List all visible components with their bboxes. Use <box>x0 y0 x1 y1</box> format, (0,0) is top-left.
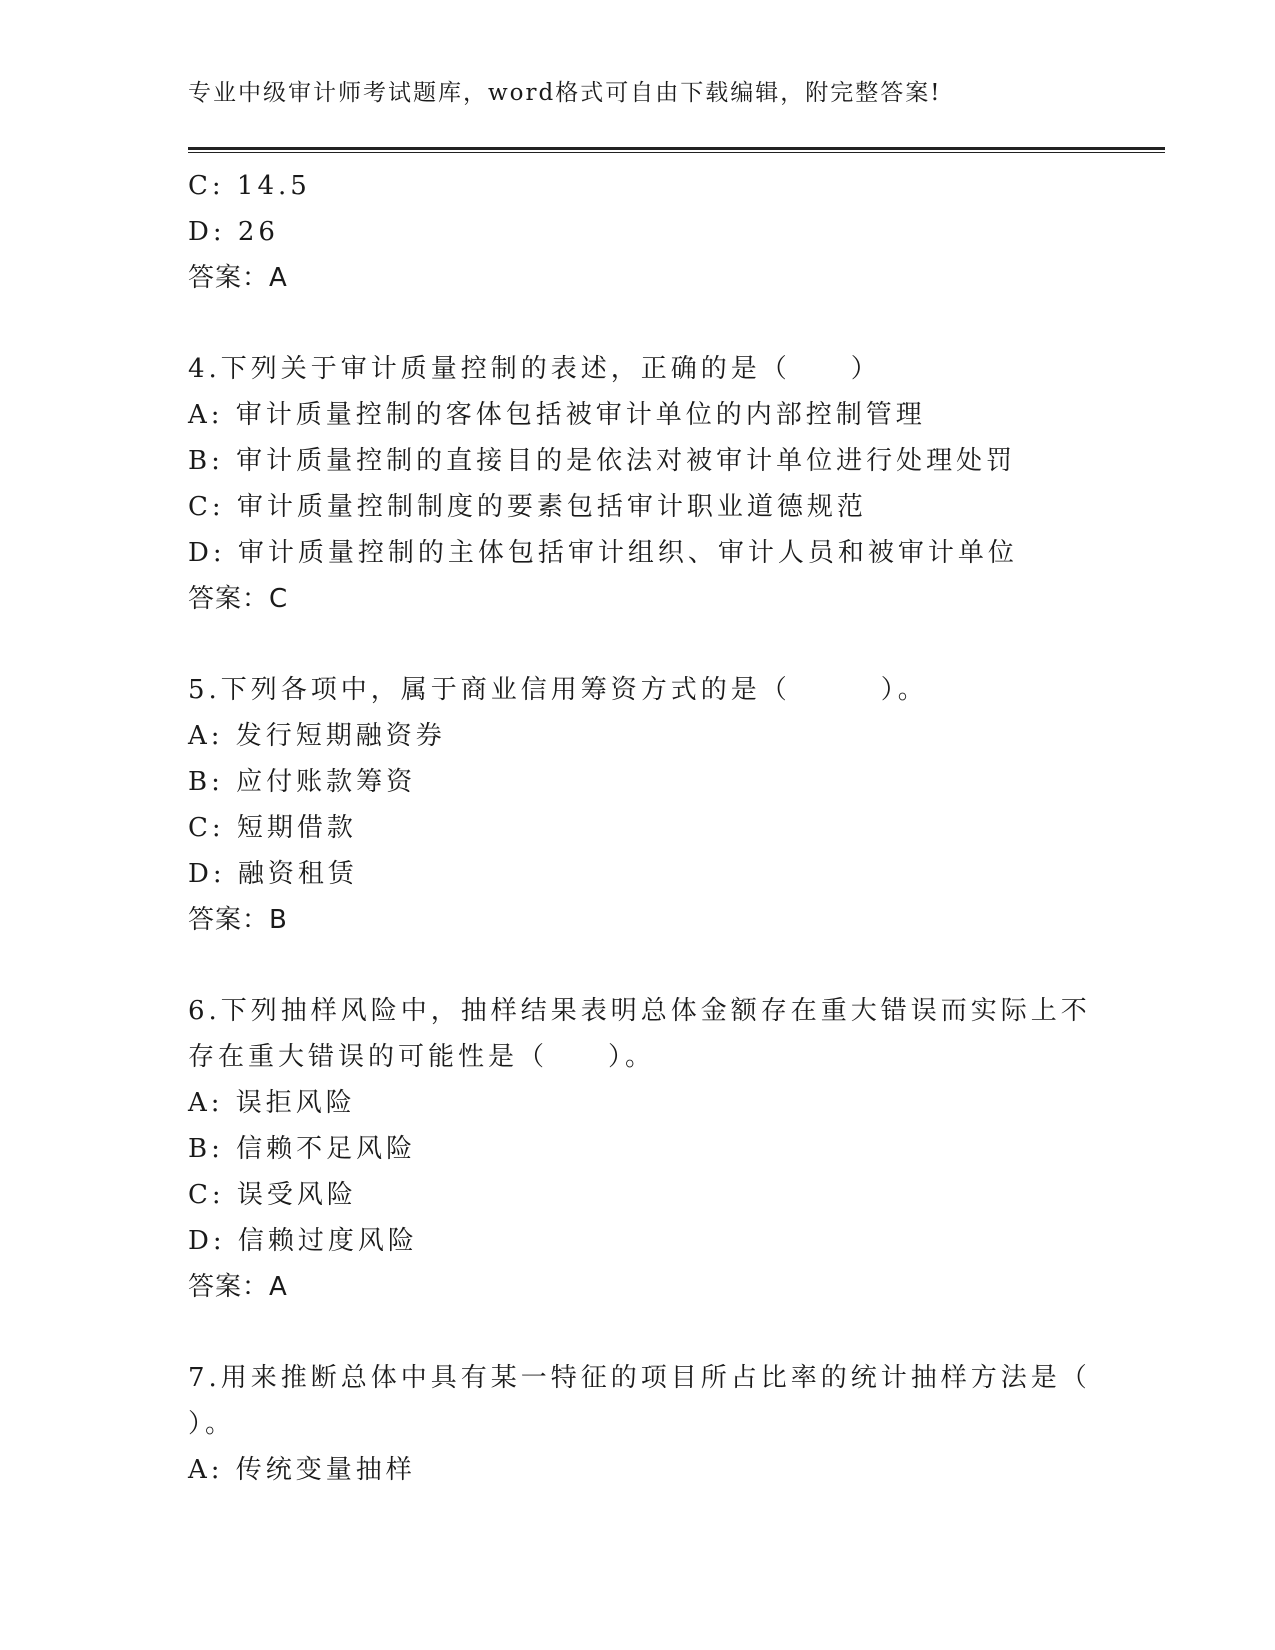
header-rule-thin <box>188 152 1165 153</box>
answer: 答案：B <box>188 905 288 935</box>
option-c: C: 误受风险 <box>188 1180 357 1210</box>
answer: 答案：C <box>188 584 289 614</box>
option-a: A: 误拒风险 <box>188 1088 356 1118</box>
option-b: B: 审计质量控制的直接目的是依法对被审计单位进行处理处罚 <box>188 446 1017 476</box>
question-stem: 5.下列各项中，属于商业信用筹资方式的是（ ）。 <box>188 675 928 705</box>
question-stem-line: ）。 <box>188 1409 236 1439</box>
page-header: 专业中级审计师考试题库，word格式可自由下载编辑，附完整答案! <box>188 80 942 106</box>
option-d: D: 融资租赁 <box>188 859 358 889</box>
option-a: A: 传统变量抽样 <box>188 1455 416 1485</box>
option-b: B: 信赖不足风险 <box>188 1134 417 1164</box>
option-d: D: 26 <box>188 217 279 247</box>
answer: 答案：A <box>188 1272 288 1302</box>
option-d: D: 审计质量控制的主体包括审计组织、审计人员和被审计单位 <box>188 538 1018 568</box>
question-stem-line: 存在重大错误的可能性是（ ）。 <box>188 1042 656 1072</box>
option-c: C: 审计质量控制制度的要素包括审计职业道德规范 <box>188 492 867 522</box>
question-stem-line: 6.下列抽样风险中，抽样结果表明总体金额存在重大错误而实际上不 <box>188 996 1091 1026</box>
question-content <box>188 163 1091 1493</box>
header-rule-thick <box>188 147 1165 150</box>
option-a: A: 审计质量控制的客体包括被审计单位的内部控制管理 <box>188 400 926 430</box>
option-b: B: 应付账款筹资 <box>188 767 417 797</box>
question-stem-line: 7.用来推断总体中具有某一特征的项目所占比率的统计抽样方法是（ <box>188 1363 1091 1393</box>
answer: 答案：A <box>188 263 288 293</box>
option-d: D: 信赖过度风险 <box>188 1226 418 1256</box>
question-stem: 4.下列关于审计质量控制的表述，正确的是（ ） <box>188 354 881 384</box>
option-c: C: 短期借款 <box>188 813 357 843</box>
option-a: A: 发行短期融资券 <box>188 721 446 751</box>
option-c: C: 14.5 <box>188 171 311 201</box>
